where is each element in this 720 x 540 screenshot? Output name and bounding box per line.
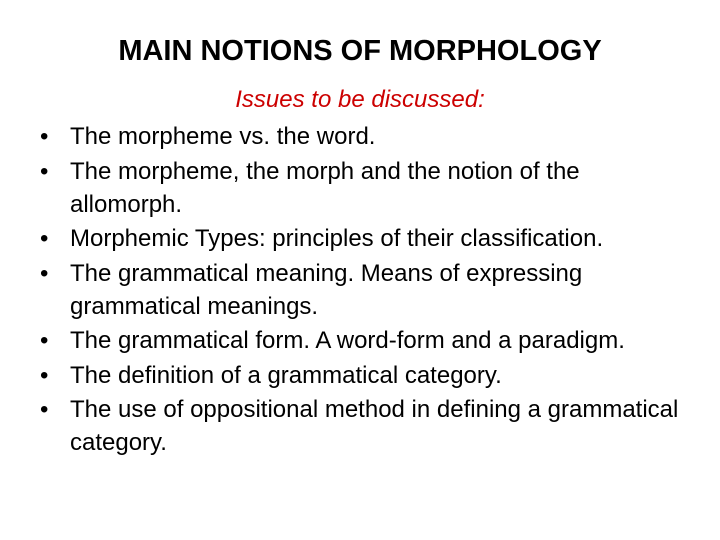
bullet-item: [38, 359, 688, 392]
bullet-text: The morpheme vs. the word.: [70, 123, 376, 150]
slide-title: MAIN NOTIONS OF MORPHOLOGY: [118, 35, 602, 67]
bullet-text: The grammatical meaning. Means of expressing grammatical meanings.: [70, 259, 583, 320]
bullet-item: [38, 155, 688, 221]
bullet-icon: •: [40, 361, 49, 389]
bullet-text: The definition of a grammatical category.: [70, 361, 502, 389]
bullet-icon: •: [40, 157, 49, 185]
bullet-list: [38, 120, 688, 461]
bullet-icon: •: [40, 225, 49, 252]
bullet-item: [38, 222, 688, 255]
bullet-item: [38, 393, 688, 459]
slide-subtitle: Issues to be discussed:: [235, 86, 485, 113]
bullet-icon: •: [40, 327, 49, 354]
bullet-item: [38, 257, 688, 323]
bullet-item: [38, 324, 688, 357]
bullet-text: The morpheme, the morph and the notion of the allomorph.: [70, 157, 580, 218]
bullet-text: Morphemic Types: principles of their classification.: [70, 225, 604, 252]
bullet-text: The grammatical form. A word-form and a paradigm.: [70, 327, 625, 354]
bullet-text: The use of oppositional method in defining a grammatical category.: [70, 396, 679, 456]
bullet-item: [38, 120, 688, 153]
bullet-icon: •: [40, 396, 49, 423]
bullet-icon: •: [40, 259, 49, 287]
bullet-icon: •: [40, 123, 49, 150]
